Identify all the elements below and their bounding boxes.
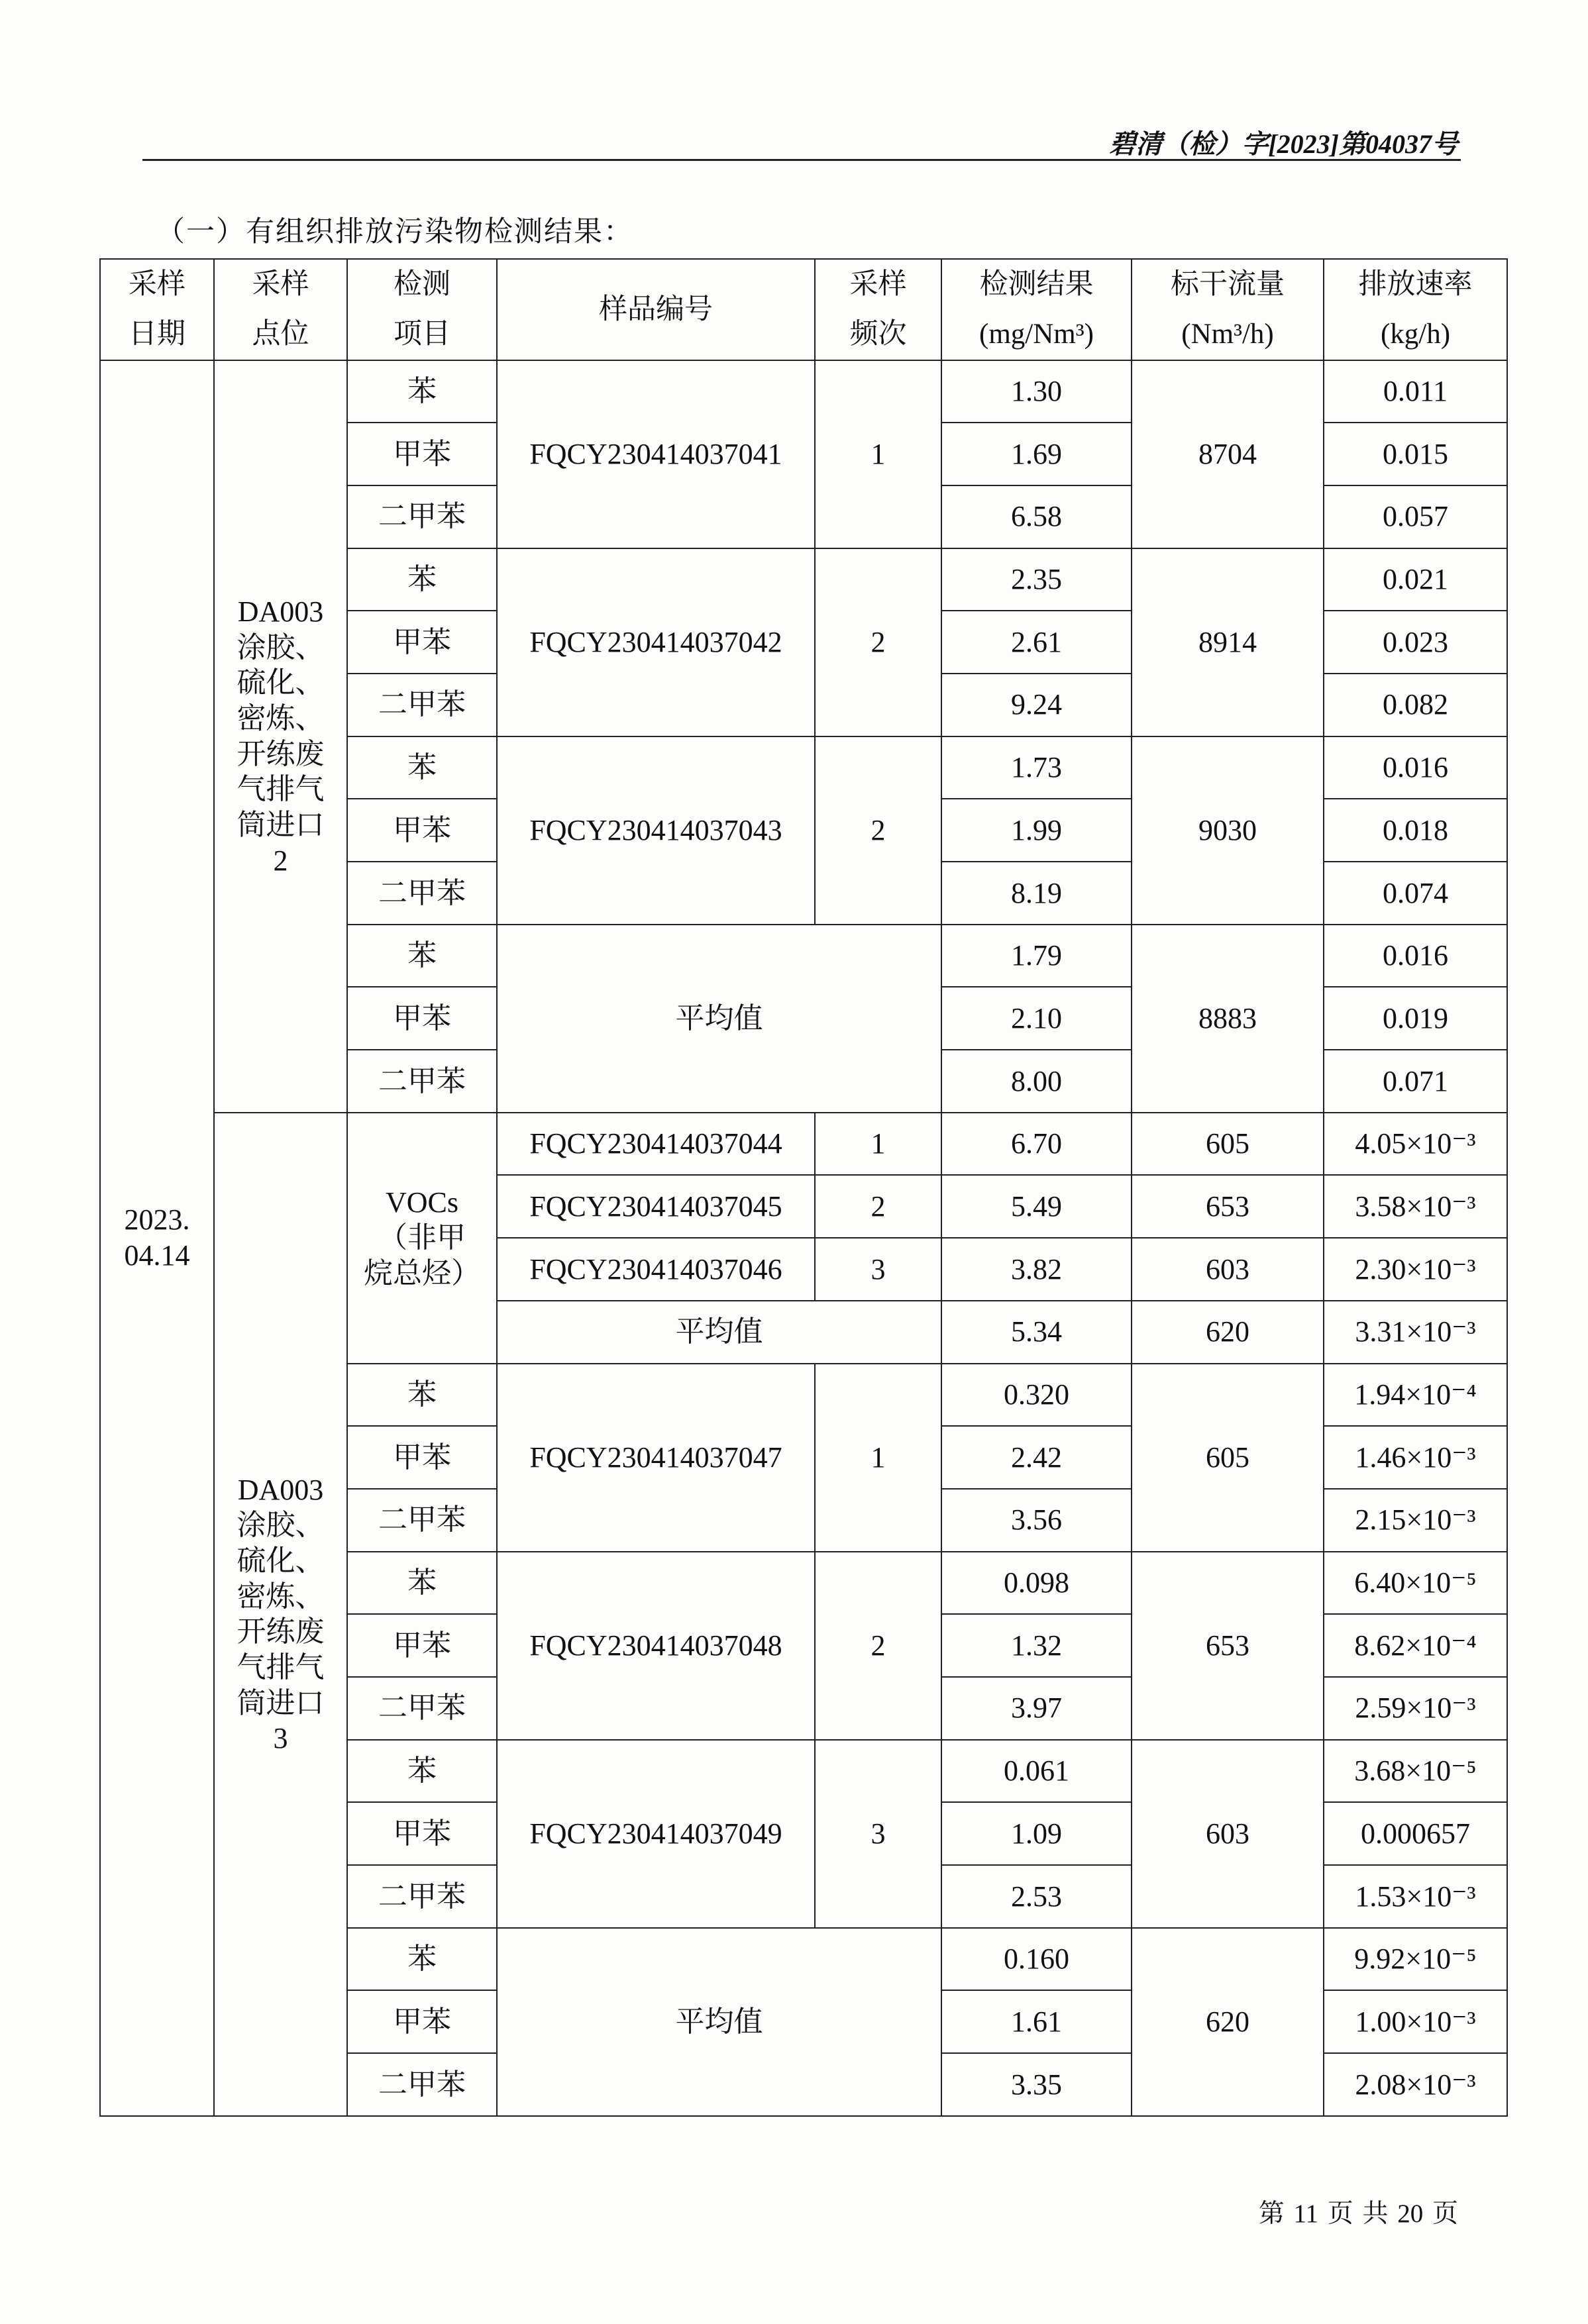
frequency: 2 (815, 1175, 941, 1238)
header-rate: 排放速率 (kg/h) (1324, 259, 1507, 360)
item-cell: 苯 (347, 1740, 497, 1803)
emission-rate: 1.94×10⁻⁴ (1324, 1364, 1507, 1427)
sample-number: FQCY230414037042 (497, 548, 815, 736)
header-row (100, 259, 1507, 360)
flow: 653 (1132, 1175, 1324, 1238)
sample-number: FQCY230414037041 (497, 360, 815, 548)
emission-rate: 9.92×10⁻⁵ (1324, 1928, 1507, 1991)
concentration: 1.73 (941, 736, 1132, 799)
item-cell: 甲苯 (347, 423, 497, 485)
item-cell: 苯 (347, 1928, 497, 1991)
concentration: 3.97 (941, 1677, 1132, 1740)
item-cell: 苯 (347, 736, 497, 799)
item-cell: 二甲苯 (347, 862, 497, 925)
concentration: 3.35 (941, 2053, 1132, 2116)
header-rule (142, 159, 1461, 161)
average-label: 平均值 (497, 925, 941, 1113)
concentration: 1.09 (941, 1802, 1132, 1865)
concentration: 6.70 (941, 1113, 1132, 1176)
item-cell: 二甲苯 (347, 2053, 497, 2116)
emission-rate: 0.011 (1324, 360, 1507, 423)
vocs-item: VOCs （非甲 烷总烃） (347, 1113, 497, 1364)
concentration: 1.61 (941, 1990, 1132, 2053)
emission-rate: 2.59×10⁻³ (1324, 1677, 1507, 1740)
item-cell: 二甲苯 (347, 674, 497, 736)
item-cell: 苯 (347, 1552, 497, 1615)
item-cell: 苯 (347, 925, 497, 987)
emission-rate: 8.62×10⁻⁴ (1324, 1614, 1507, 1677)
header-date: 采样 日期 (100, 259, 214, 360)
average-label: 平均值 (497, 1301, 941, 1364)
concentration: 2.35 (941, 548, 1132, 611)
sample-number: FQCY230414037044 (497, 1113, 815, 1176)
emission-rate: 0.082 (1324, 674, 1507, 736)
emission-rate: 2.08×10⁻³ (1324, 2053, 1507, 2116)
emission-rate: 1.46×10⁻³ (1324, 1426, 1507, 1489)
report-number: 碧清（检）字[2023]第04037号 (1109, 129, 1458, 159)
flow: 620 (1132, 1928, 1324, 2116)
flow: 9030 (1132, 736, 1324, 925)
concentration: 9.24 (941, 674, 1132, 736)
emission-rate: 3.31×10⁻³ (1324, 1301, 1507, 1364)
emission-rate: 4.05×10⁻³ (1324, 1113, 1507, 1176)
flow: 8704 (1132, 360, 1324, 548)
flow: 8914 (1132, 548, 1324, 736)
concentration: 2.53 (941, 1865, 1132, 1928)
emission-rate: 6.40×10⁻⁵ (1324, 1552, 1507, 1615)
flow: 8883 (1132, 925, 1324, 1113)
header-freq: 采样 频次 (815, 259, 941, 360)
flow: 605 (1132, 1364, 1324, 1552)
concentration: 3.82 (941, 1238, 1132, 1301)
emission-rate: 0.016 (1324, 925, 1507, 987)
item-cell: 二甲苯 (347, 1489, 497, 1552)
item-cell: 二甲苯 (347, 1050, 497, 1113)
emission-rate: 0.015 (1324, 423, 1507, 485)
header-flow: 标干流量 (Nm³/h) (1132, 259, 1324, 360)
concentration: 5.34 (941, 1301, 1132, 1364)
concentration: 8.00 (941, 1050, 1132, 1113)
header-conc: 检测结果 (mg/Nm³) (941, 259, 1132, 360)
concentration: 0.320 (941, 1364, 1132, 1427)
flow: 620 (1132, 1301, 1324, 1364)
emission-rate: 1.00×10⁻³ (1324, 1990, 1507, 2053)
sampling-date: 2023. 04.14 (100, 360, 214, 2116)
flow: 605 (1132, 1113, 1324, 1176)
emission-rate: 2.15×10⁻³ (1324, 1489, 1507, 1552)
concentration: 1.30 (941, 360, 1132, 423)
item-cell: 苯 (347, 548, 497, 611)
sample-number: FQCY230414037049 (497, 1740, 815, 1928)
frequency: 1 (815, 1364, 941, 1552)
emission-rate: 0.018 (1324, 799, 1507, 862)
item-cell: 苯 (347, 360, 497, 423)
concentration: 2.10 (941, 987, 1132, 1050)
frequency: 3 (815, 1238, 941, 1301)
emission-rate: 0.016 (1324, 736, 1507, 799)
sample-number: FQCY230414037047 (497, 1364, 815, 1552)
item-cell: 甲苯 (347, 1426, 497, 1489)
item-cell: 甲苯 (347, 799, 497, 862)
header-item: 检测 项目 (347, 259, 497, 360)
emission-rate: 0.057 (1324, 485, 1507, 548)
concentration: 1.99 (941, 799, 1132, 862)
frequency: 1 (815, 1113, 941, 1176)
page-number: 第 11 页 共 20 页 (1258, 2199, 1458, 2228)
concentration: 8.19 (941, 862, 1132, 925)
concentration: 1.32 (941, 1614, 1132, 1677)
emission-rate: 0.074 (1324, 862, 1507, 925)
concentration: 2.61 (941, 611, 1132, 674)
item-cell: 甲苯 (347, 987, 497, 1050)
item-cell: 二甲苯 (347, 1865, 497, 1928)
frequency: 2 (815, 548, 941, 736)
concentration: 0.061 (941, 1740, 1132, 1803)
emission-rate: 3.68×10⁻⁵ (1324, 1740, 1507, 1803)
concentration: 2.42 (941, 1426, 1132, 1489)
item-cell: 甲苯 (347, 1614, 497, 1677)
item-cell: 甲苯 (347, 1802, 497, 1865)
header-sample-no: 样品编号 (497, 259, 815, 360)
table-row (100, 360, 1507, 423)
concentration: 1.79 (941, 925, 1132, 987)
concentration: 0.098 (941, 1552, 1132, 1615)
results-table (99, 258, 1508, 2117)
table-row (100, 1113, 1507, 1176)
frequency: 3 (815, 1740, 941, 1928)
concentration: 5.49 (941, 1175, 1132, 1238)
item-cell: 甲苯 (347, 611, 497, 674)
emission-rate: 0.023 (1324, 611, 1507, 674)
sample-number: FQCY230414037045 (497, 1175, 815, 1238)
flow: 653 (1132, 1552, 1324, 1740)
average-label: 平均值 (497, 1928, 941, 2116)
emission-rate: 0.071 (1324, 1050, 1507, 1113)
item-cell: 甲苯 (347, 1990, 497, 2053)
frequency: 1 (815, 360, 941, 548)
header-point: 采样 点位 (214, 259, 347, 360)
concentration: 3.56 (941, 1489, 1132, 1552)
item-cell: 二甲苯 (347, 485, 497, 548)
sample-number: FQCY230414037046 (497, 1238, 815, 1301)
frequency: 2 (815, 736, 941, 925)
sampling-point-b: DA003 涂胶、 硫化、 密炼、 开练废 气排气 筒进口 3 (214, 1113, 347, 2116)
flow: 603 (1132, 1740, 1324, 1928)
emission-rate: 1.53×10⁻³ (1324, 1865, 1507, 1928)
item-cell: 苯 (347, 1364, 497, 1427)
flow: 603 (1132, 1238, 1324, 1301)
concentration: 1.69 (941, 423, 1132, 485)
item-cell: 二甲苯 (347, 1677, 497, 1740)
section-title: （一）有组织排放污染物检测结果： (156, 217, 633, 248)
sample-number: FQCY230414037048 (497, 1552, 815, 1740)
emission-rate: 2.30×10⁻³ (1324, 1238, 1507, 1301)
emission-rate: 0.021 (1324, 548, 1507, 611)
emission-rate: 0.019 (1324, 987, 1507, 1050)
emission-rate: 3.58×10⁻³ (1324, 1175, 1507, 1238)
sampling-point-a: DA003 涂胶、 硫化、 密炼、 开练废 气排气 筒进口 2 (214, 360, 347, 1113)
frequency: 2 (815, 1552, 941, 1740)
emission-rate: 0.000657 (1324, 1802, 1507, 1865)
concentration: 0.160 (941, 1928, 1132, 1991)
sample-number: FQCY230414037043 (497, 736, 815, 925)
concentration: 6.58 (941, 485, 1132, 548)
